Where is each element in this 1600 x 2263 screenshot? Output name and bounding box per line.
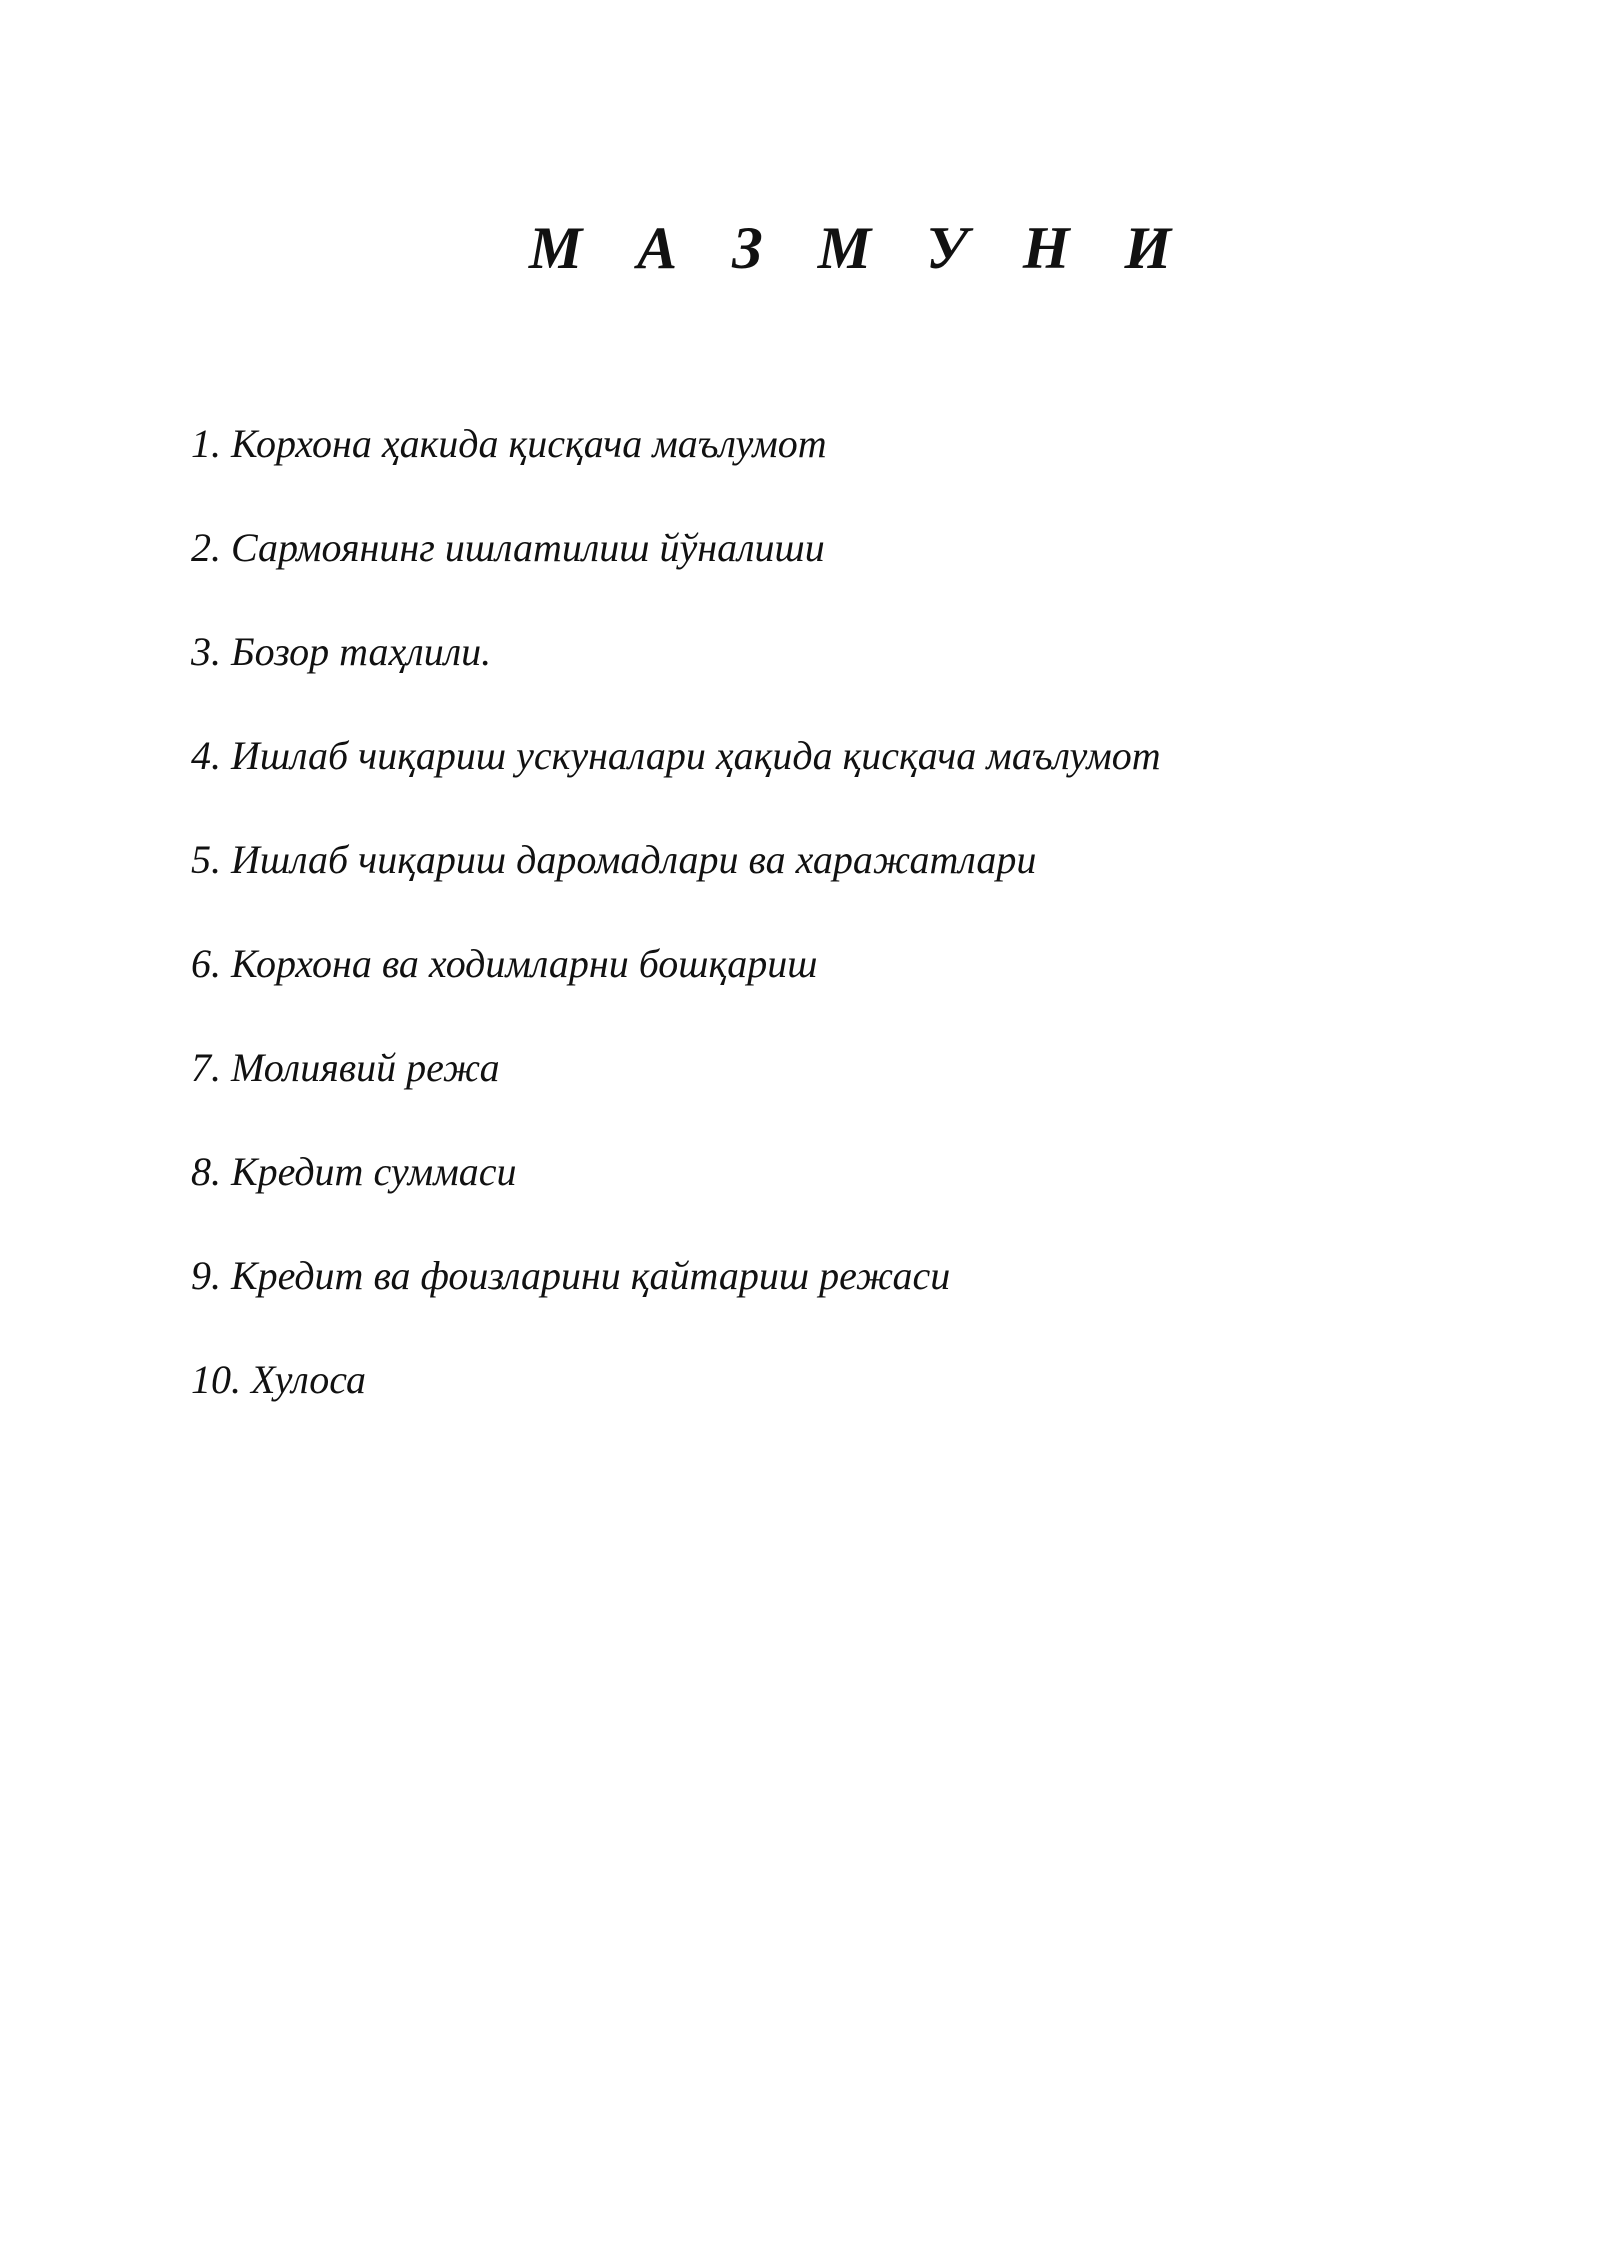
toc-item-number: 6. — [191, 941, 221, 986]
toc-item-number: 5. — [191, 837, 221, 882]
toc-item-1 — [191, 418, 1161, 470]
toc-item-3 — [191, 626, 1161, 678]
toc-item-text: Хулоса — [251, 1357, 366, 1402]
toc-item-4 — [191, 730, 1161, 782]
toc-item-6 — [191, 938, 1161, 990]
toc-item-text: Ишлаб чиқариш даромадлари ва харажатлари — [231, 837, 1037, 882]
toc-item-text: Ишлаб чиқариш ускуналари ҳақида қисқача маълумот — [231, 733, 1161, 778]
toc-item-8 — [191, 1146, 1161, 1198]
toc-item-text: Молиявий режа — [231, 1045, 500, 1090]
toc-item-number: 4. — [191, 733, 221, 778]
toc-item-text: Сармоянинг ишлатилиш йўналиши — [231, 525, 825, 570]
toc-item-10 — [191, 1354, 1161, 1406]
toc-item-number: 3. — [191, 629, 221, 674]
toc-item-9 — [191, 1250, 1161, 1302]
toc-item-text: Корхона ҳакида қисқача маълумот — [231, 421, 827, 466]
toc-item-number: 9. — [191, 1253, 221, 1298]
toc-item-7 — [191, 1042, 1161, 1094]
toc-item-5 — [191, 834, 1161, 886]
toc-item-text: Кредит суммаси — [231, 1149, 517, 1194]
toc-item-number: 2. — [191, 525, 221, 570]
page-title: М А З М У Н И — [528, 215, 1192, 281]
toc-item-text: Бозор таҳлили. — [231, 629, 492, 674]
table-of-contents — [191, 418, 1161, 1458]
toc-item-number: 7. — [191, 1045, 221, 1090]
toc-item-number: 8. — [191, 1149, 221, 1194]
toc-item-number: 1. — [191, 421, 221, 466]
toc-item-text: Корхона ва ходимларни бошқариш — [231, 941, 818, 986]
toc-item-text: Кредит ва фоизларини қайтариш режаси — [231, 1253, 951, 1298]
toc-item-2 — [191, 522, 1161, 574]
toc-item-number: 10. — [191, 1357, 241, 1402]
